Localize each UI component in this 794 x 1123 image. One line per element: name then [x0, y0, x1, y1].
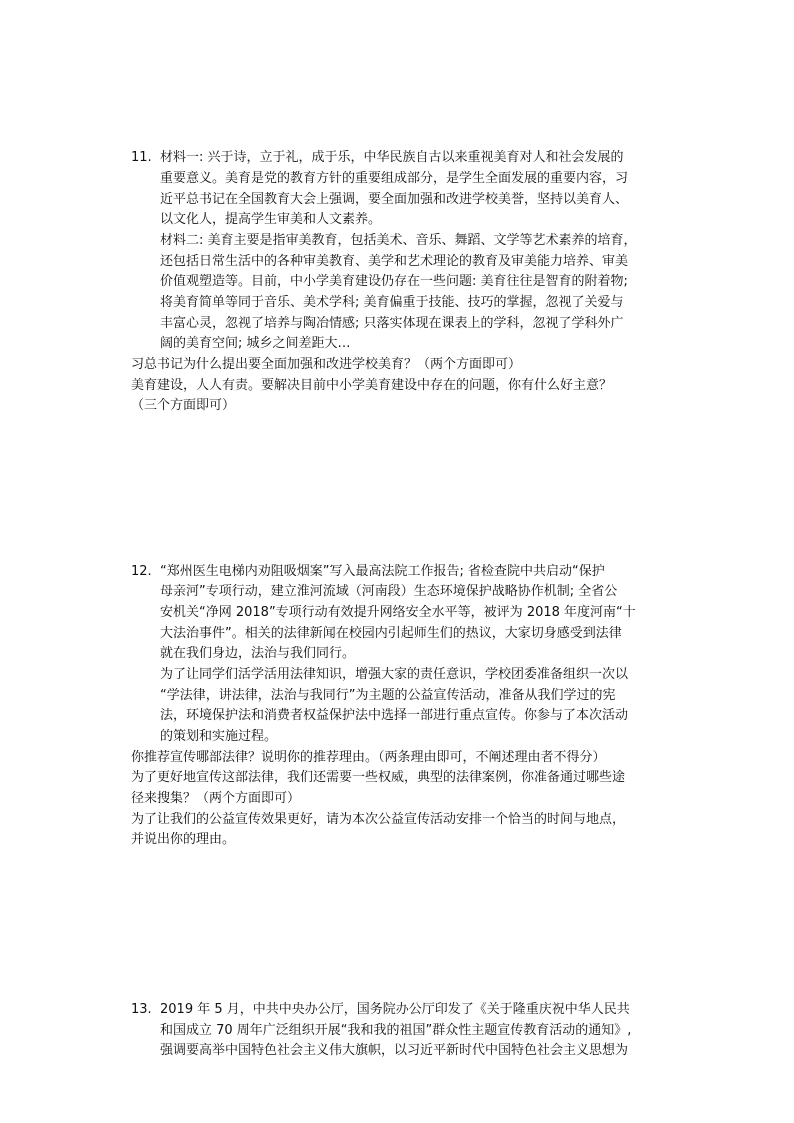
context-line: 为了让同学们活学活用法律知识，增强大家的责任意识，学校团委准备组织一次以: [160, 667, 629, 682]
sub-question: 美育建设，人人有责。要解决目前中小学美育建设中存在的问题，你有什么好主意？: [131, 378, 613, 393]
material-1-line: 以文化人，提高学生审美和人文素养。: [160, 212, 382, 227]
context-line: 的策划和实施过程。: [160, 729, 278, 744]
material-1-line: 重要意义。美育是党的教育方针的重要组成部分，是学生全面发展的重要内容，习: [160, 171, 629, 186]
intro-line: 母亲河”专项行动，建立淮河流域（河南段）生态环境保护战略协作机制; 全省公: [160, 584, 618, 599]
material-2-line: 还包括日常生活中的各种审美教育、美学和艺术理论的教育及审美能力培养、审美: [160, 254, 629, 269]
context-line: 法，环境保护法和消费者权益保护法中选择一部进行重点宣传。你参与了本次活动: [160, 708, 629, 723]
material-1-line: 材料一: 兴于诗，立于礼，成于乐，中华民族自古以来重视美育对人和社会发展的: [160, 150, 624, 165]
question-number: 11.: [131, 150, 152, 165]
sub-question: 并说出你的理由。: [131, 832, 236, 847]
question-number: 13.: [131, 1002, 152, 1017]
body-line: 强调要高举中国特色社会主义伟大旗帜，以习近平新时代中国特色社会主义思想为: [160, 1043, 629, 1058]
intro-line: 就在我们身边，法治与我们同行。: [160, 646, 356, 661]
intro-line: “郑州医生电梯内劝阻吸烟案”写入最高法院工作报告; 省检查院中共启动“保护: [160, 564, 605, 579]
material-2-line: 材料二: 美育主要是指审美教育，包括美术、音乐、舞蹈、文学等艺术素养的培育，: [160, 233, 637, 248]
sub-question: （三个方面即可）: [131, 398, 236, 413]
body-line: 2019 年 5 月，中共中央办公厅，国务院办公厅印发了《关于隆重庆祝中华人民共: [160, 1002, 630, 1017]
sub-question: 为了更好地宣传这部法律，我们还需要一些权威，典型的法律案例，你准备通过哪些途: [131, 770, 626, 785]
question-number: 12.: [131, 564, 152, 579]
sub-question: 习总书记为什么提出要全面加强和改进学校美育？（两个方面即可）: [131, 357, 522, 372]
material-2-line: 阔的美育空间; 城乡之间差距大…: [160, 336, 351, 351]
sub-question: 为了让我们的公益宣传效果更好，请为本次公益宣传活动安排一个恰当的时间与地点，: [131, 812, 626, 827]
intro-line: 安机关“净网 2018”专项行动有效提升网络安全水平等，被评为 2018 年度河南“十: [160, 605, 636, 620]
sub-question: 径来搜集？（两个方面即可）: [131, 791, 301, 806]
intro-line: 大法治事件”。相关的法律新闻在校园内引起师生们的热议，大家切身感受到法律: [160, 626, 622, 641]
body-line: 和国成立 70 周年广泛组织开展“我和我的祖国”群众性主题宣传教育活动的通知》,: [160, 1023, 632, 1038]
material-2-line: 将美育简单等同于音乐、美术学科; 美育偏重于技能、技巧的掌握，忽视了关爱与: [160, 295, 624, 310]
material-2-line: 价值观塑造等。目前，中小学美育建设仍存在一些问题: 美育往往是智育的附着物;: [160, 274, 628, 289]
context-line: “学法律，讲法律，法治与我同行”为主题的公益宣传活动，准备从我们学过的宪: [160, 688, 616, 703]
sub-question: 你推荐宣传哪部法律？说明你的推荐理由。（两条理由即可，不阐述理由者不得分）: [131, 750, 606, 765]
material-1-line: 近平总书记在全国教育大会上强调，要全面加强和改进学校美誉，坚持以美育人、: [160, 192, 629, 207]
material-2-line: 丰富心灵，忽视了培养与陶冶情感; 只落实体现在课表上的学科，忽视了学科外广: [160, 316, 624, 331]
